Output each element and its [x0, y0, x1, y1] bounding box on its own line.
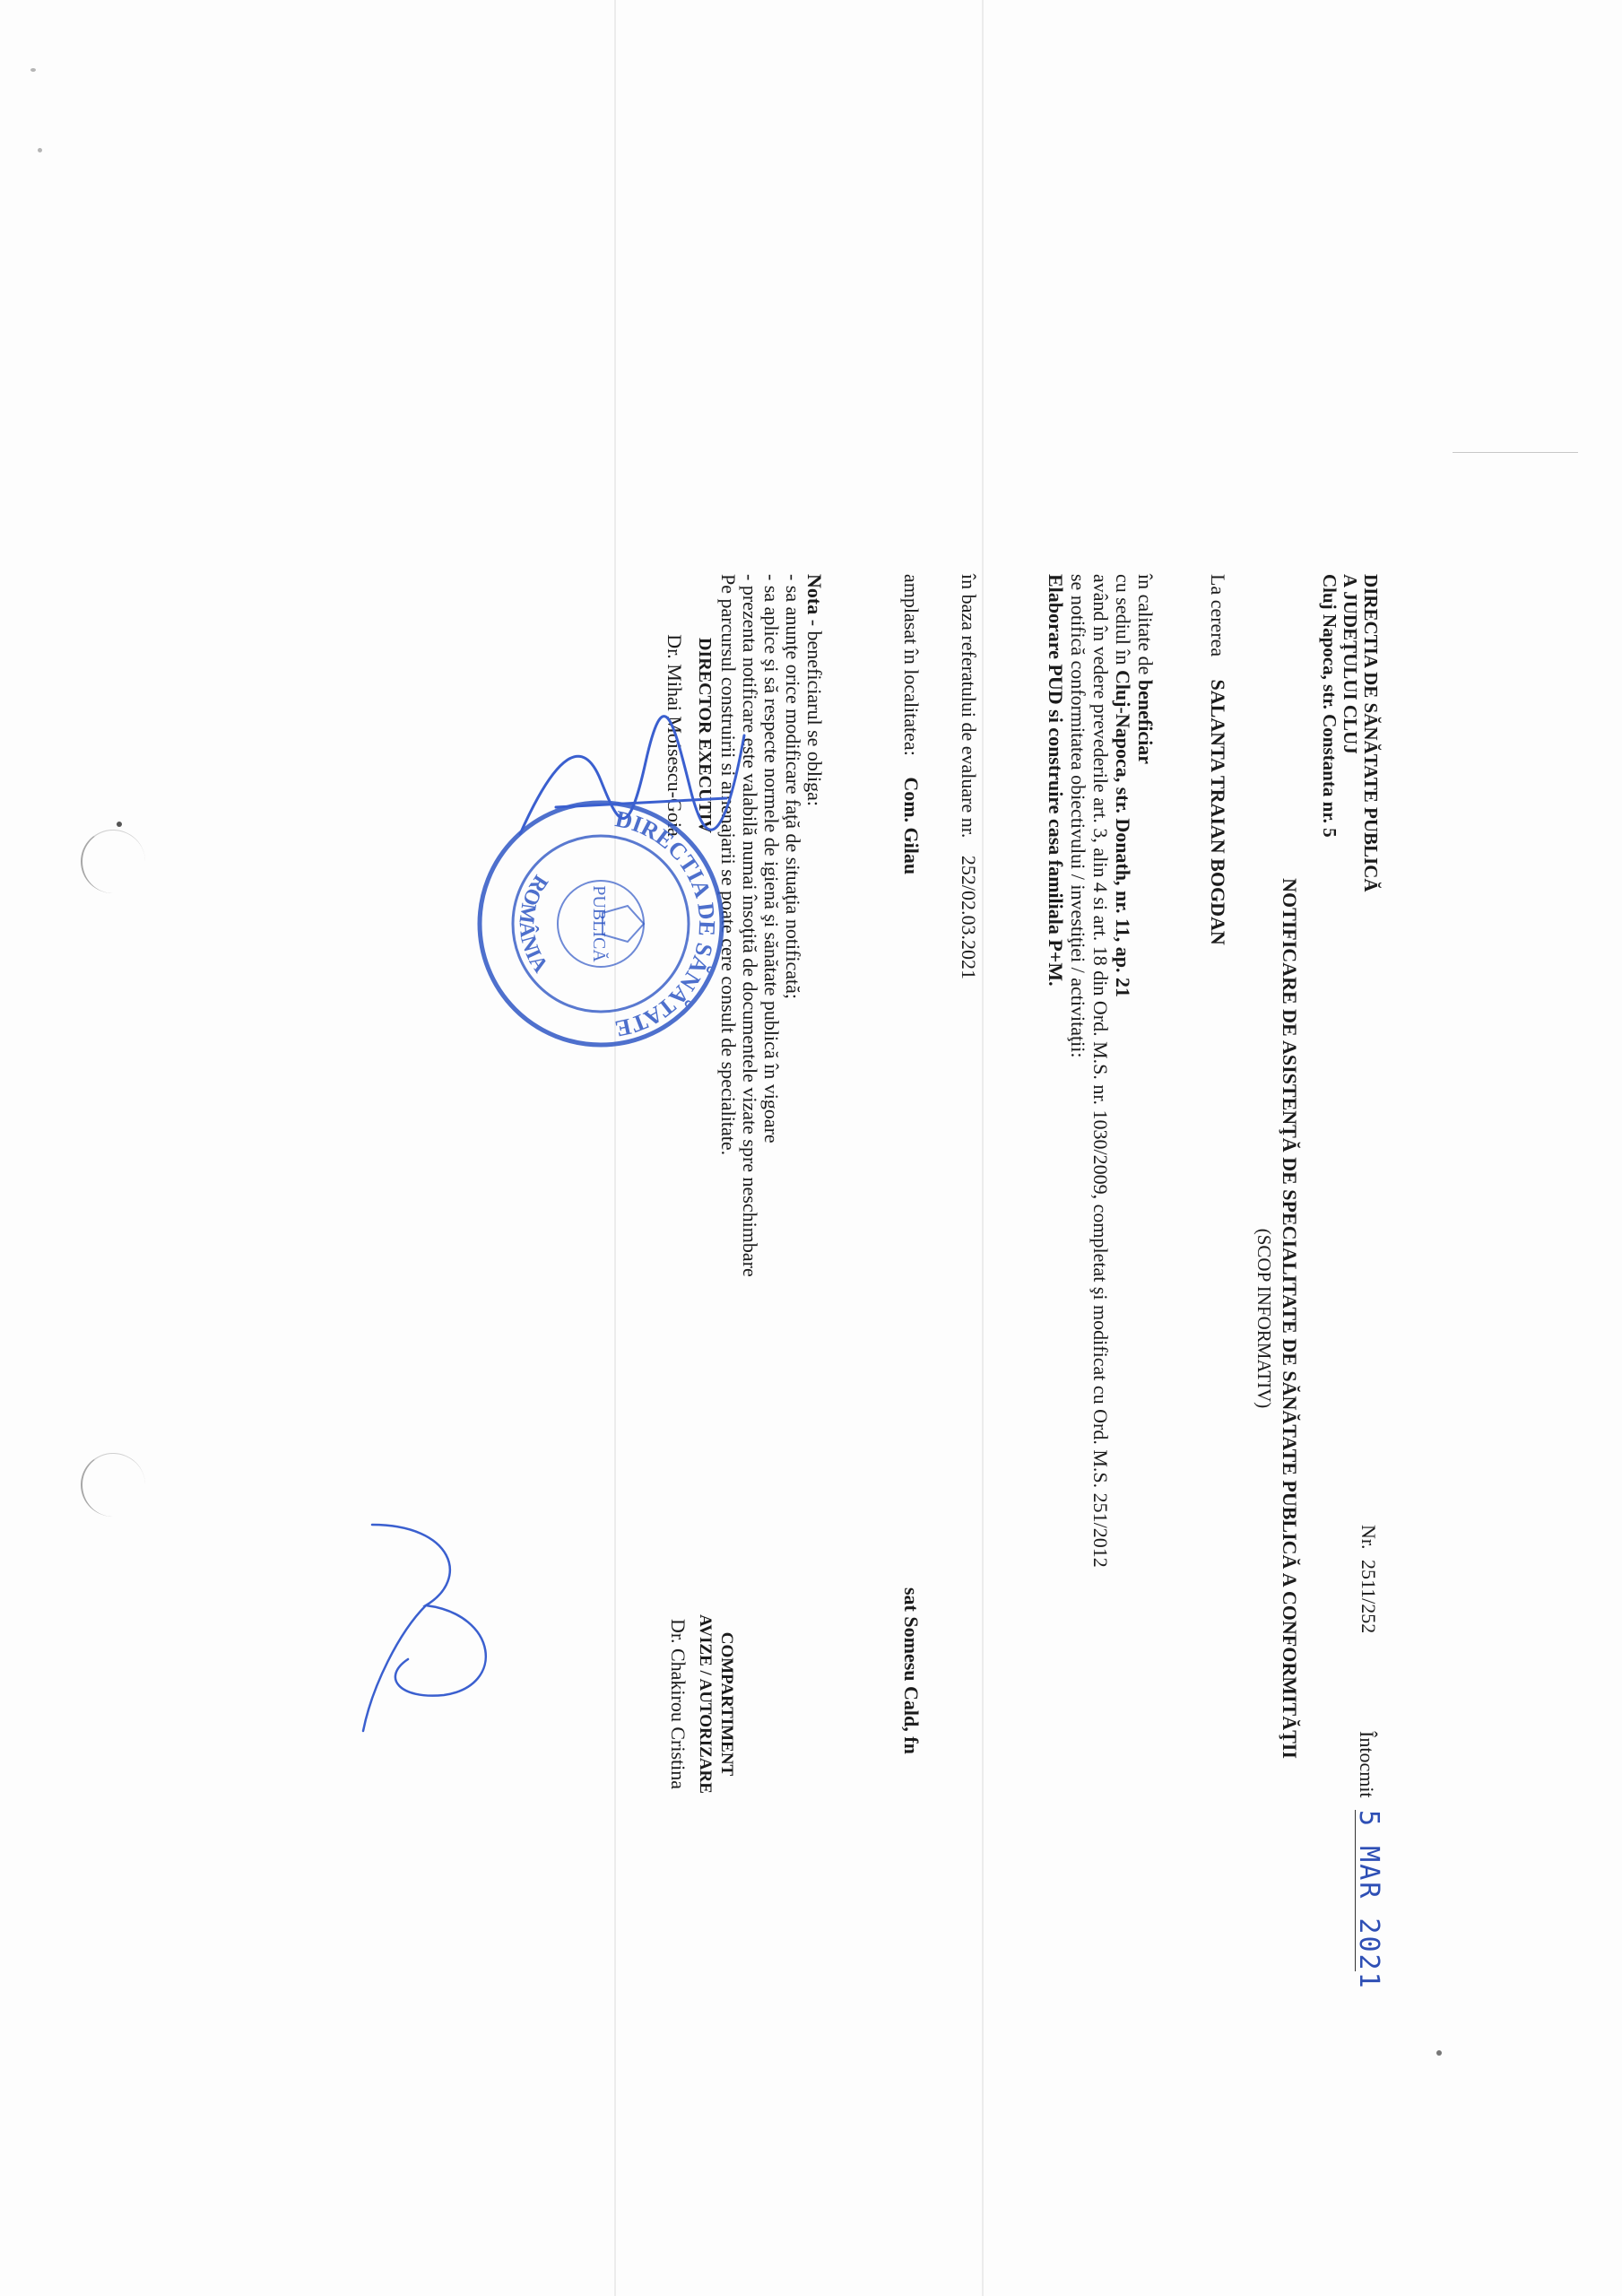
intocmit-label: Întocmit: [1356, 1731, 1378, 1798]
request-label: La cererea: [1207, 574, 1229, 657]
compartment-title: [694, 1570, 737, 1839]
legal-basis-line: având în vedere prevederile art. 3, alin 4 si art. 18 din Ord. M.S. nr. 1030/2009, completat şi modificat cu Ord. M.S. 251/2012: [1089, 574, 1112, 1568]
compartment-officer-name: Dr. Chakirou Cristina: [667, 1618, 690, 1790]
institution-header: [1319, 574, 1381, 892]
nota-line: - prezenta notificare este valabilă numai însoţită de documentele vizate spre neschimbare: [739, 574, 761, 1277]
location-label: amplasat în localitatea:: [900, 574, 923, 756]
nota-line: - sa anunţe orice modificare faţă de situaţia notificată;: [782, 574, 804, 999]
objective-line: Elaborare PUD si construire casa familiala P+M.: [1045, 574, 1067, 987]
referat-value: 252/02.03.2021: [958, 855, 980, 980]
calitate-line: [1134, 574, 1157, 1568]
director-signature: [502, 700, 771, 861]
compartment-line1: COMPARTIMENT: [717, 1631, 736, 1777]
scan-speck: [1436, 2050, 1442, 2056]
registration-number: [1356, 1525, 1381, 1633]
nota-line: Pe parcursul construirii si amenajarii se poate cere consult de specialitate.: [717, 574, 740, 1156]
institution-county: A JUDEŢULUI CLUJ: [1340, 574, 1361, 754]
nr-value: 2511/252: [1357, 1560, 1380, 1634]
document-title: NOTIFICARE DE ASISTENŢĂ DE SPECIALITATE DE SĂNĂTATE PUBLICĂ A CONFORMITĂŢII: [1279, 878, 1301, 1759]
scan-edge-line: [1453, 452, 1578, 453]
director-title: DIRECTOR EXECUTIV: [695, 637, 715, 833]
notifica-line: se notifică conformitatea obiectivului / investiţiei / activitaţii:: [1067, 574, 1089, 1058]
punch-hole-mark: [81, 830, 145, 893]
sediu-line: [1112, 574, 1134, 1568]
nota-line: - sa aplice şi să respecte normele de igienă şi sănătate publică în vigoare: [760, 574, 783, 1144]
punch-hole-mark: [81, 1453, 145, 1517]
request-line: [1205, 574, 1230, 945]
referat-line: [956, 574, 981, 979]
officer-signature: [345, 1507, 525, 1740]
scan-speck: [30, 68, 36, 72]
intocmit-date-stamp: 5 MAR 2021: [1353, 1810, 1384, 1990]
applicant-name: SALANTA TRAIAN BOGDAN: [1207, 679, 1229, 945]
nota-label: Nota: [803, 574, 826, 615]
location-commune: Com. Gilau: [900, 777, 923, 875]
scan-speck: [117, 822, 122, 827]
calitate-value: beneficiar: [1134, 679, 1157, 764]
referat-label: în baza referatului de evaluare nr.: [958, 574, 980, 839]
nota-line: [803, 574, 825, 1277]
sediu-label: cu sediul în: [1112, 574, 1134, 665]
stamp-top-text: DIRECTIA DE SĂNĂTATE: [612, 805, 721, 1042]
stamp-bottom-text: ROMÂNIA: [514, 870, 552, 978]
institution-address: Cluj Napoca, str. Constanta nr. 5: [1319, 574, 1340, 838]
calitate-label: în calitate de: [1134, 574, 1157, 675]
compartment-line2: AVIZE / AUTORIZARE: [696, 1614, 715, 1794]
intocmit-field: [1353, 1731, 1384, 1990]
document-subtitle: (SCOP INFORMATIV): [1253, 1228, 1275, 1409]
location-line: [898, 574, 924, 874]
stamp-inner-text: PUBLICĂ: [589, 885, 609, 962]
location-village: sat Somesu Cald, fn: [900, 1587, 923, 1754]
director-name: Dr. Mihai Moisescu-Goia: [664, 634, 686, 837]
notification-body: [1045, 574, 1157, 1568]
institution-name: DIRECTIA DE SĂNĂTATE PUBLICĂ: [1360, 574, 1382, 892]
nr-label: Nr.: [1357, 1525, 1380, 1550]
scan-speck: [38, 148, 42, 152]
sediu-value: Cluj-Napoca, str. Donath, nr. 11, ap. 21: [1112, 669, 1134, 998]
nota-intro: - beneficiarul se obliga:: [803, 614, 826, 807]
